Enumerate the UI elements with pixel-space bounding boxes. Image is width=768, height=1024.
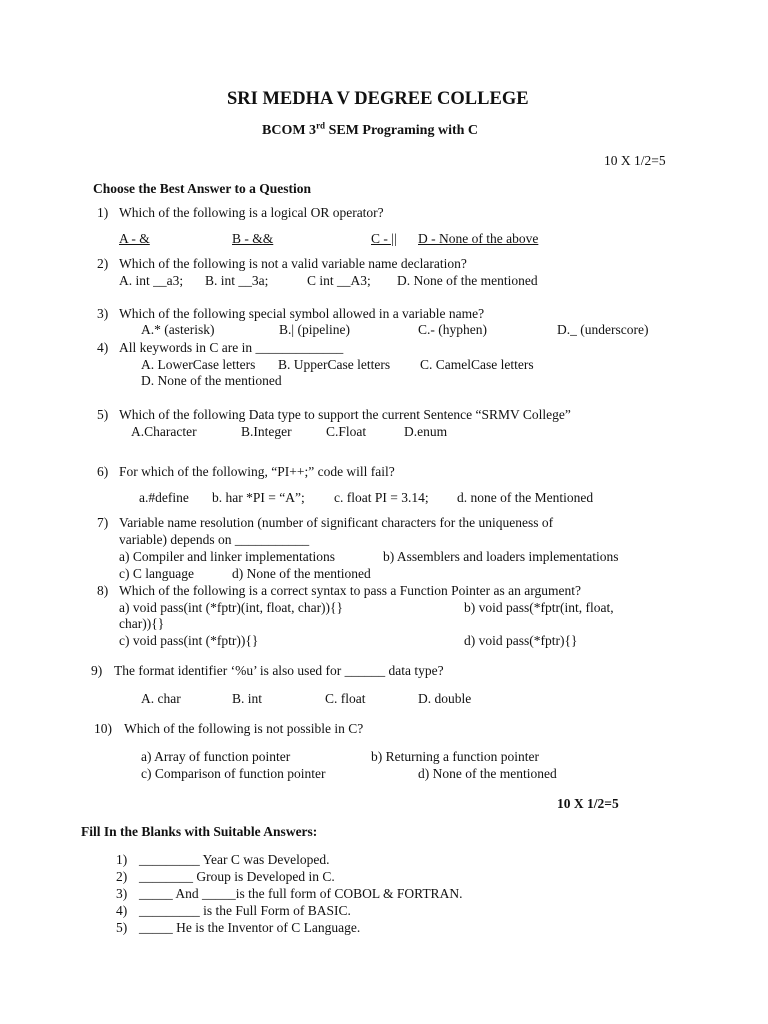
question-number: 10): [94, 721, 112, 736]
question-text: Variable name resolution (number of significant characters for the uniqueness of: [119, 515, 554, 530]
option-d: D. double: [418, 691, 472, 706]
question-text: Which of the following special symbol allowed in a variable name?: [119, 306, 485, 321]
college-title: SRI MEDHA V DEGREE COLLEGE: [227, 89, 529, 109]
question-text: Which of the following is not a valid variable name declaration?: [119, 256, 467, 271]
question-text: Which of the following is not possible in C?: [124, 721, 364, 736]
option-a: A.Character: [131, 424, 197, 439]
blank-item: _________ is the Full Form of BASIC.: [139, 903, 351, 918]
course-subtitle: BCOM 3rd SEM Programing with C: [262, 120, 479, 138]
option-d: D. None of the mentioned: [141, 373, 282, 388]
option-b: b) Assemblers and loaders implementations: [383, 549, 619, 564]
question-text: Which of the following is a logical OR operator?: [119, 205, 384, 220]
option-a: A - &: [119, 231, 150, 246]
question-number: 3): [97, 306, 109, 321]
option-d: d. none of the Mentioned: [457, 490, 594, 505]
question-text: For which of the following, “PI++;” code will fail?: [119, 464, 395, 479]
question-number: 9): [91, 663, 103, 678]
option-d: d) None of the mentioned: [232, 566, 371, 581]
blank-number: 1): [116, 852, 128, 867]
option-b: b. har *PI = “A”;: [212, 490, 305, 505]
option-d: D._ (underscore): [557, 322, 649, 337]
option-c: C. CamelCase letters: [420, 357, 534, 372]
option-c: c) Comparison of function pointer: [141, 766, 326, 781]
blank-number: 2): [116, 869, 128, 884]
option-b: B. int __3a;: [205, 273, 269, 288]
option-a: A. int __a3;: [119, 273, 184, 288]
blank-number: 3): [116, 886, 128, 901]
option-c: C.- (hyphen): [418, 322, 487, 337]
option-a: a) Compiler and linker implementations: [119, 549, 335, 564]
marks-section-a: 10 X 1/2=5: [604, 153, 666, 168]
blank-item: _____ He is the Inventor of C Language.: [139, 920, 361, 935]
option-a: a.#define: [139, 490, 189, 505]
option-a: A.* (asterisk): [141, 322, 215, 337]
option-b: B. UpperCase letters: [278, 357, 391, 372]
option-c: C - ||: [371, 231, 397, 246]
option-a: A. char: [141, 691, 181, 706]
option-b-cont: char)){}: [119, 616, 165, 631]
option-b: B - &&: [232, 231, 274, 246]
question-number: 7): [97, 515, 109, 530]
option-b: B. int: [232, 691, 263, 706]
option-c: C. float: [325, 691, 366, 706]
blank-item: _________ Year C was Developed.: [139, 852, 330, 867]
question-number: 4): [97, 340, 109, 355]
question-number: 5): [97, 407, 109, 422]
question-number: 1): [97, 205, 109, 220]
option-c: c) C language: [119, 566, 194, 581]
option-b: b) void pass(*fptr(int, float,: [464, 600, 614, 615]
section-a-heading: Choose the Best Answer to a Question: [93, 181, 312, 196]
question-text-cont: variable) depends on ___________: [119, 532, 310, 547]
option-a: A. LowerCase letters: [141, 357, 256, 372]
marks-section-b: 10 X 1/2=5: [557, 796, 619, 811]
blank-number: 5): [116, 920, 128, 935]
option-c: c. float PI = 3.14;: [334, 490, 429, 505]
blank-item: ________ Group is Developed in C.: [139, 869, 335, 884]
option-b: B.Integer: [241, 424, 292, 439]
question-text: The format identifier ‘%u’ is also used for ______ data type?: [114, 663, 444, 678]
blank-number: 4): [116, 903, 128, 918]
option-d: d) None of the mentioned: [418, 766, 557, 781]
section-b-heading: Fill In the Blanks with Suitable Answers:: [81, 824, 318, 839]
blank-item: _____ And _____is the full form of COBOL & FORTRAN.: [139, 886, 463, 901]
option-d: D.enum: [404, 424, 448, 439]
option-b: b) Returning a function pointer: [371, 749, 539, 764]
question-number: 8): [97, 583, 109, 598]
option-a: a) void pass(int (*fptr)(int, float, char)){}: [119, 600, 344, 615]
option-c: c) void pass(int (*fptr)){}: [119, 633, 259, 648]
option-c: C.Float: [326, 424, 367, 439]
question-number: 6): [97, 464, 109, 479]
option-d: d) void pass(*fptr){}: [464, 633, 578, 648]
option-c: C int __A3;: [307, 273, 371, 288]
option-b: B.| (pipeline): [279, 322, 350, 337]
question-text: All keywords in C are in _____________: [119, 340, 344, 355]
question-text: Which of the following Data type to support the current Sentence “SRMV College”: [119, 407, 571, 422]
option-a: a) Array of function pointer: [141, 749, 291, 764]
option-d: D - None of the above: [418, 231, 539, 246]
question-number: 2): [97, 256, 109, 271]
question-text: Which of the following is a correct syntax to pass a Function Pointer as an argument?: [119, 583, 582, 598]
option-d: D. None of the mentioned: [397, 273, 538, 288]
